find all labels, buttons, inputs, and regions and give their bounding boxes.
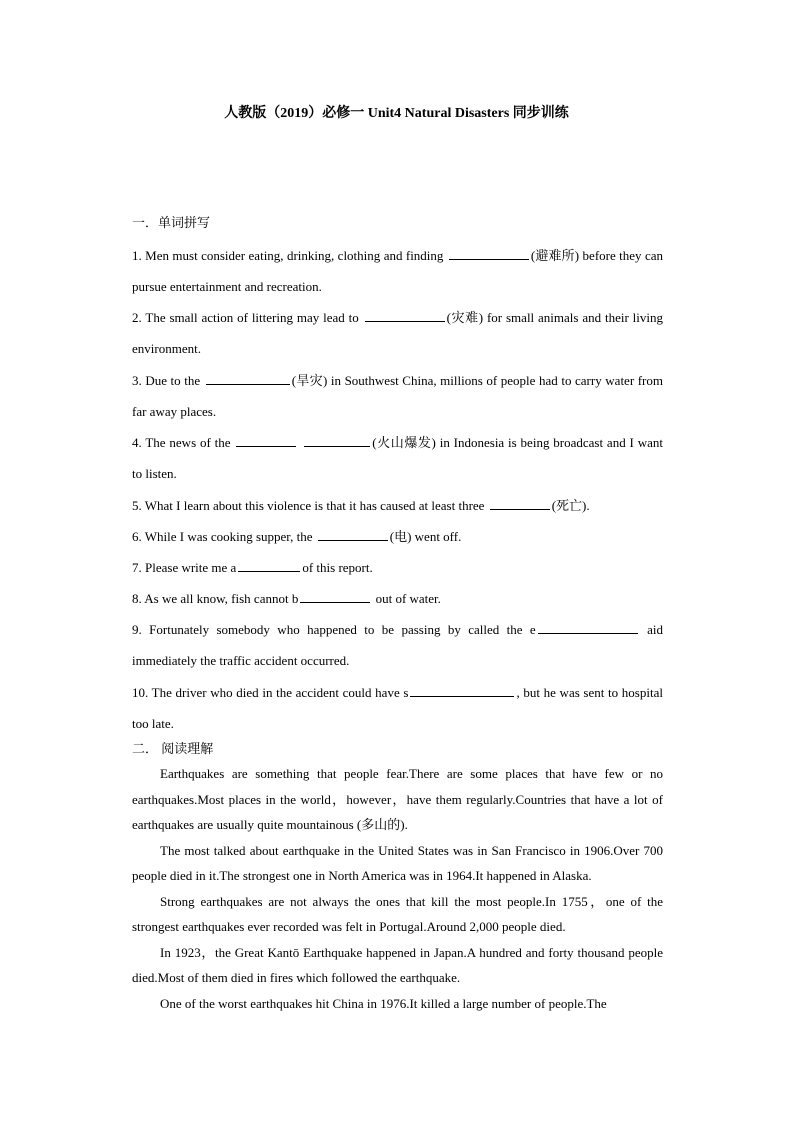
section-heading-spelling: 一．单词拼写 xyxy=(132,215,211,230)
answer-blank[interactable] xyxy=(410,695,514,697)
question-3 xyxy=(132,365,663,427)
question-text: out of water. xyxy=(372,591,441,606)
passage-paragraph: Strong earthquakes are not always the ones that kill the most people.In 1755，one of the strongest earthquakes ever recorded was felt in Portugal.Around 2,000 people died. xyxy=(132,893,663,934)
answer-blank[interactable] xyxy=(238,570,300,572)
passage-paragraph: In 1923，the Great Kantō Earthquake happened in Japan.A hundred and forty thousand people died.Most of them died in fires which followed the earthquake. xyxy=(132,944,663,985)
question-text: 2. The small action of littering may lead to xyxy=(132,310,363,325)
question-7 xyxy=(132,552,663,583)
question-hint: (旱灾) xyxy=(291,373,328,388)
question-text: of this report. xyxy=(302,560,373,575)
answer-blank[interactable] xyxy=(538,632,638,634)
question-text: 5. What I learn about this violence is that it has caused at least three xyxy=(132,498,488,513)
question-hint: (死亡) xyxy=(551,498,587,513)
section-heading-reading: 二． 阅读理解 xyxy=(132,741,214,756)
question-1 xyxy=(132,240,663,302)
question-text: in Indonesia is being broadcast and I want to listen. xyxy=(132,435,663,481)
question-text: for small animals and their living environment. xyxy=(132,310,663,356)
question-text: 7. Please write me a xyxy=(132,560,237,575)
answer-blank[interactable] xyxy=(365,320,445,322)
question-10 xyxy=(132,677,663,739)
answer-blank[interactable] xyxy=(300,601,370,603)
question-text: 1. Men must consider eating, drinking, clothing and finding xyxy=(132,248,447,263)
answer-blank[interactable] xyxy=(449,258,529,260)
answer-blank[interactable] xyxy=(318,539,388,541)
question-text: 8. As we all know, fish cannot b xyxy=(132,591,299,606)
passage-paragraph: The most talked about earthquake in the United States was in San Francisco in 1906.Over 700 people died in it.The strongest one in North America was in 1964.It happened in Alaska. xyxy=(132,842,663,883)
question-text: 10. The driver who died in the accident could have s xyxy=(132,685,409,700)
question-hint: (灾难) xyxy=(446,310,484,325)
question-2 xyxy=(132,302,663,364)
question-text: 9. Fortunately somebody who happened to be passing by called the e xyxy=(132,622,536,637)
question-text: before they can pursue entertainment and recreation. xyxy=(132,248,663,294)
question-4 xyxy=(132,427,663,489)
question-text: 6. While I was cooking supper, the xyxy=(132,529,316,544)
question-6 xyxy=(132,521,663,552)
question-text: 3. Due to the xyxy=(132,373,204,388)
reading-passage xyxy=(132,761,663,1016)
answer-blank[interactable] xyxy=(490,508,550,510)
passage-paragraph: Earthquakes are something that people fear.There are some places that have few or no earthquakes.Most places in the world，however，have them regularly.Countries that have a lot of earthquakes are usually quite mountainous (多山的). xyxy=(132,766,663,832)
answer-blank[interactable] xyxy=(304,445,370,447)
answer-blank[interactable] xyxy=(206,383,290,385)
question-8 xyxy=(132,583,663,614)
question-text: went off. xyxy=(411,529,462,544)
question-hint: (电) xyxy=(389,529,412,544)
question-text: , but he was sent to hospital too late. xyxy=(132,685,663,731)
question-text: aid immediately the traffic accident occurred. xyxy=(132,622,663,668)
question-hint: (避难所) xyxy=(530,248,580,263)
answer-blank[interactable] xyxy=(236,445,296,447)
passage-paragraph: One of the worst earthquakes hit China in 1976.It killed a large number of people.The xyxy=(160,995,607,1011)
question-text: in Southwest China, millions of people had to carry water from far away places. xyxy=(132,373,663,419)
question-text: 4. The news of the xyxy=(132,435,235,450)
question-text: . xyxy=(586,498,590,513)
question-5 xyxy=(132,490,663,521)
question-9 xyxy=(132,614,663,676)
page-title: 人教版（2019）必修一 Unit4 Natural Disasters 同步训练 xyxy=(224,106,569,121)
question-hint: (火山爆发) xyxy=(372,435,436,450)
